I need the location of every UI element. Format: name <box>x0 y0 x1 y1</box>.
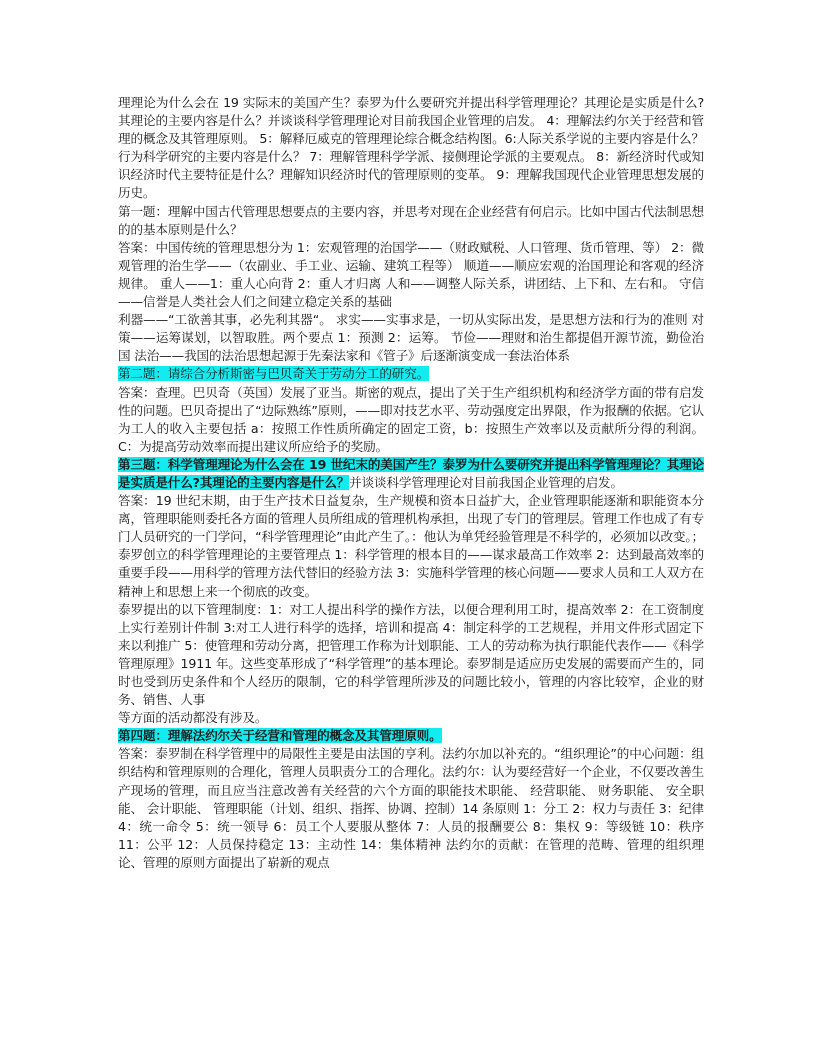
intro-question-list: 理理论为什么会在 19 实际末的美国产生？泰罗为什么要研究并提出科学管理理论？其理论是实质是什么?其理论的主要内容是什么？并谈谈科学管理理论对目前我国企业管理的启发。 4：理解法约尔关于经营和管理的概念及其管理原则。 5：解释厄威克的管理理论综合概念结构图。6:人际关系学说的主要内容是什么？行为科学研究的主要内容是什么？ 7：理解管理科学学派、接侧理论学派的主要观点。 8：新经济时代或知识经济时代主要特征是什么？理解知识经济时代的管理原则的变革。 9：理解我国现代企业管理思想发展的历史。 <box>118 95 704 201</box>
question-1: 第一题：理解中国古代管理思想要点的主要内容，并思考对现在企业经营有何启示。比如中国古代法制思想的的基本原则是什么？ <box>118 203 704 237</box>
answer-1-part-2: 利器——“工欲善其事，必先利其器“。 求实——实事求是，一切从实际出发，是思想方法和行为的准则 对策——运筹谋划，以智取胜。两个要点 1：预测 2：运筹。 节俭——理财和治生都提倡开源节流，勤俭治国 法治——我国的法治思想起源于先秦法家和《管子》后逐渐演变成一套法治体系 <box>118 312 704 364</box>
document-page <box>118 94 704 872</box>
question-2-highlight: 第二题：请综合分析斯密与巴贝奇关于劳动分工的研究。 <box>118 366 430 382</box>
answer-3-part-3: 等方面的活动都没有涉及。 <box>118 710 268 726</box>
question-4 <box>118 727 704 745</box>
answer-3-part-2: 泰罗提出的以下管理制度：1：对工人提出科学的操作方法，以便合理利用工时，提高效率 2：在工资制度上实行差别计件制 3:对工人进行科学的选择，培训和提高 4：制定科学的工艺规程，并用文件形式固定下来以利推广 5：使管理和劳动分离，把管理工作称为计划职能、工人的劳动称为执行职能代表作——《科学管理原理》1911 年。这些变革形成了“科学管理”的基本理论。泰罗制是适应历史发展的需要而产生的，同时也受到历史条件和个人经历的限制，它的科学管理所涉及的问题比较小，管理的内容比较窄，企业的财务、销售、人事 <box>118 601 704 708</box>
answer-2: 答案：查理。巴贝奇（英国）发展了亚当。斯密的观点，提出了关于生产组织机构和经济学方面的带有启发性的问题。巴贝奇提出了“边际熟练”原则，——即对技艺水平、劳动强度定出界限，作为报酬的依据。它认为工人的收入主要包括 a：按照工作性质所确定的固定工资，b：按照生产效率以及贡献所分得的利润。C：为提高劳动效率而提出建议所应给予的奖励。 <box>118 384 704 454</box>
answer-3-part-1: 答案：19 世纪末期，由于生产技术日益复杂，生产规模和资本日益扩大，企业管理职能逐渐和职能资本分离，管理职能则委托各方面的管理人员所组成的管理机构承担，出现了专门的管理层。管理工作也成了有专门人员研究的一门学问，“科学管理理论”由此产生了。：他认为单凭经验管理是不科学的，必须加以改变。；泰罗创立的科学管理理论的主要管理点 1：科学管理的根本目的——谋求最高工作效率 2：达到最高效率的重要手段——用科学的管理方法代替旧的经验方法 3：实施科学管理的核心问题——要求人员和工人双方在精神上和思想上来一个彻底的改变。 <box>118 493 704 599</box>
answer-4: 答案：泰罗制在科学管理中的局限性主要是由法国的亨利。法约尔加以补充的。“组织理论”的中心问题：组织结构和管理原则的合理化，管理人员职责分工的合理化。法约尔：认为要经营好一个企业，不仅要改善生产现场的管理，而且应当注意改善有关经营的六个方面的职能技术职能、 经营职能、 财务职能、 安全职能、 会计职能、 管理职能（计划、组织、指挥、协调、控制）14 条原则 1：分工 2：权力与责任 3：纪律 4：统一命令 5：统一领导 6：员工个人要服从整体 7：人员的报酬要公 8：集权 9：等级链 10：秩序 11：公平 12：人员保持稳定 13：主动性 14：集体精神 法约尔的贡献：在管理的范畴、管理的组织理论、管理的原则方面提出了崭新的观点 <box>118 746 704 870</box>
question-3 <box>118 456 704 492</box>
question-2 <box>118 365 704 383</box>
question-4-highlight: 第四题：理解法约尔关于经营和管理的概念及其管理原则。 <box>118 728 442 744</box>
question-3-tail: 并谈谈科学管理理论对目前我国企业管理的启发。 <box>349 474 623 490</box>
question-3-highlight: 第三题：科学管理理论为什么会在 19 世纪末的美国产生？泰罗为什么要研究并提出科学管理理论？其理论是实质是什么?其理论的主要内容是什么？ <box>118 456 704 490</box>
answer-1-part-1: 答案：中国传统的管理思想分为 1：宏观管理的治国学——（财政赋税、人口管理、货币管理、等） 2：微观管理的治生学——（农副业、手工业、运输、建筑工程等） 顺道——顺应宏观的治国理论和客观的经济规律。 重人——1：重人心向背 2：重人才归离 人和——调整人际关系，讲团结、上下和、左右和。 守信——信誉是人类社会人们之间建立稳定关系的基础 <box>118 239 704 310</box>
